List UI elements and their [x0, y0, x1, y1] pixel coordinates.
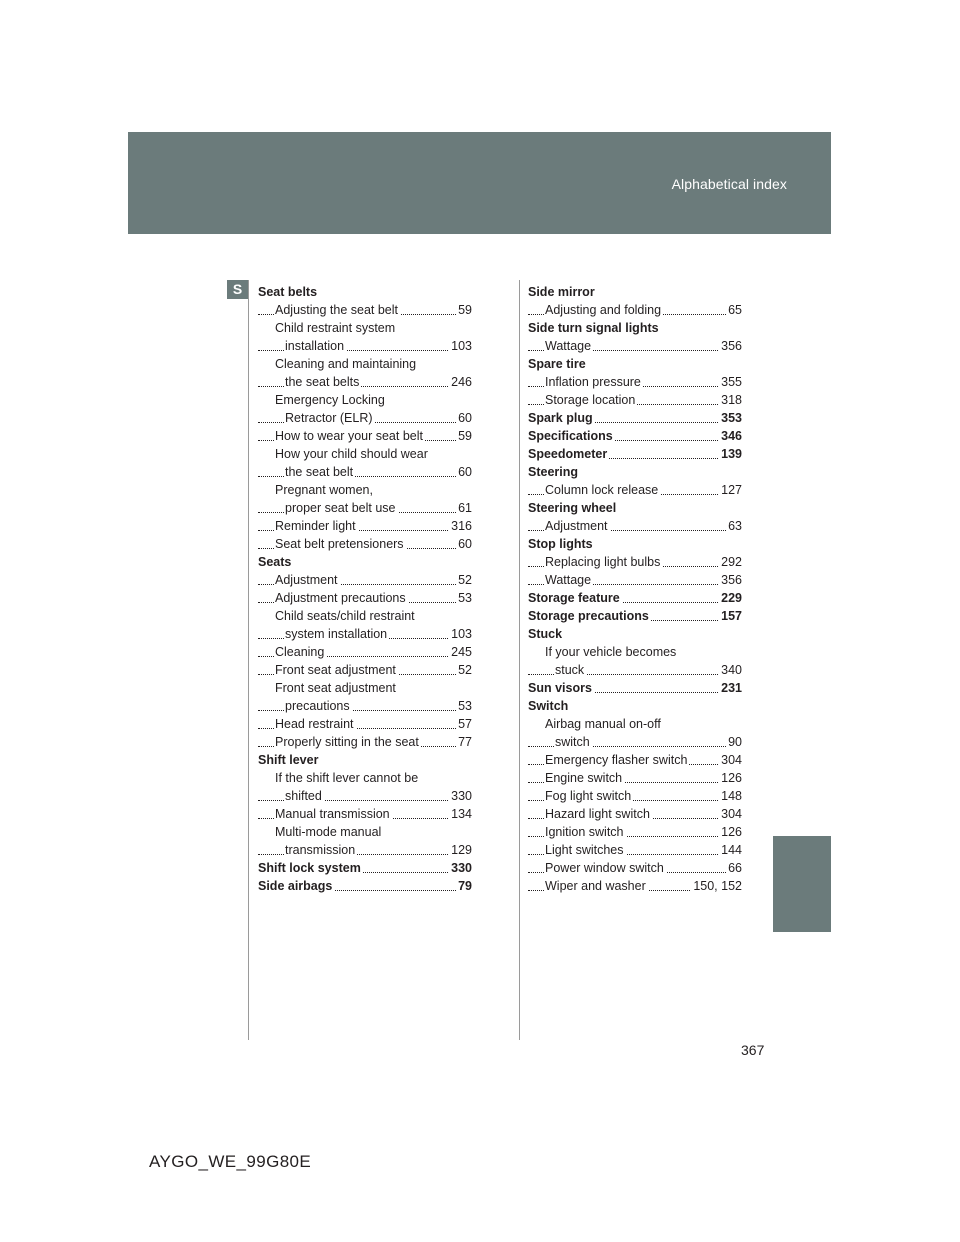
index-entry-text: Adjustment	[275, 573, 338, 587]
index-entry	[258, 589, 472, 607]
index-entry	[528, 301, 742, 319]
index-entry	[528, 283, 742, 301]
index-entry-page: 330	[451, 789, 472, 803]
index-entry-page: 53	[458, 699, 472, 713]
index-entry-text: Shift lever	[258, 753, 319, 767]
index-entry-text: Child restraint system	[275, 321, 396, 335]
index-entry-text: How to wear your seat belt	[275, 429, 423, 443]
index-entry	[258, 301, 472, 319]
index-entry	[528, 499, 742, 517]
index-entry-page: 53	[458, 591, 472, 605]
index-entry-page: 77	[458, 735, 472, 749]
index-column-left	[258, 283, 472, 895]
index-entry-text: Inflation pressure	[545, 375, 641, 389]
index-entry-text: the seat belts	[285, 375, 360, 389]
index-entry-text: Steering wheel	[528, 501, 617, 515]
index-entry	[528, 715, 742, 733]
index-entry-page: 60	[458, 537, 472, 551]
section-header-bar	[128, 132, 831, 234]
index-entry-page: 304	[721, 753, 742, 767]
index-entry-text: Seats	[258, 555, 292, 569]
index-entry	[528, 319, 742, 337]
index-entry	[258, 859, 472, 877]
index-entry	[528, 373, 742, 391]
index-entry	[528, 769, 742, 787]
index-entry-text: Hazard light switch	[545, 807, 650, 821]
index-entry-text: Retractor (ELR)	[285, 411, 373, 425]
index-entry-page: 59	[458, 303, 472, 317]
index-entry-text: If the shift lever cannot be	[275, 771, 419, 785]
index-entry-text: Airbag manual on-off	[545, 717, 661, 731]
index-entry-page: 65	[728, 303, 742, 317]
index-entry-text: If your vehicle becomes	[545, 645, 677, 659]
index-entry-text: Stuck	[528, 627, 563, 641]
index-entry-page: 245	[451, 645, 472, 659]
index-entry-text: Shift lock system	[258, 861, 361, 875]
index-entry-text: stuck	[555, 663, 585, 677]
index-entry	[528, 751, 742, 769]
index-entry	[528, 337, 742, 355]
index-entry	[528, 643, 742, 661]
index-entry-page: 52	[458, 573, 472, 587]
index-entry	[258, 355, 472, 373]
index-entry-text: Light switches	[545, 843, 624, 857]
index-entry	[258, 499, 472, 517]
index-entry-page: 340	[721, 663, 742, 677]
index-entry	[258, 715, 472, 733]
index-entry-page: 150, 152	[693, 879, 742, 893]
index-entry-text: Specifications	[528, 429, 613, 443]
index-entry	[528, 625, 742, 643]
index-entry-page: 139	[721, 447, 742, 461]
index-entry	[258, 769, 472, 787]
index-entry	[528, 535, 742, 553]
index-entry-page: 304	[721, 807, 742, 821]
index-entry-text: Replacing light bulbs	[545, 555, 661, 569]
index-entry-text: Manual transmission	[275, 807, 390, 821]
index-entry-text: Child seats/child restraint	[275, 609, 415, 623]
index-entry-text: Front seat adjustment	[275, 663, 396, 677]
index-entry	[258, 751, 472, 769]
index-entry-page: 330	[451, 861, 472, 875]
index-entry-text: Storage location	[545, 393, 636, 407]
index-entry	[528, 553, 742, 571]
index-entry	[258, 787, 472, 805]
index-entry-text: Side turn signal lights	[528, 321, 659, 335]
index-entry-text: Emergency flasher switch	[545, 753, 688, 767]
index-entry	[258, 319, 472, 337]
index-entry	[258, 571, 472, 589]
column-divider-right	[519, 280, 520, 1040]
index-entry	[258, 625, 472, 643]
index-entry-text: Adjustment	[545, 519, 608, 533]
index-entry	[258, 679, 472, 697]
index-entry-text: Seat belts	[258, 285, 318, 299]
index-entry	[528, 805, 742, 823]
index-entry	[528, 517, 742, 535]
index-entry-text: How your child should wear	[275, 447, 428, 461]
index-entry-text: Adjusting and folding	[545, 303, 662, 317]
index-entry	[258, 607, 472, 625]
index-entry-page: 59	[458, 429, 472, 443]
index-entry-page: 90	[728, 735, 742, 749]
index-entry-text: Stop lights	[528, 537, 593, 551]
index-entry	[258, 481, 472, 499]
index-entry-text: Switch	[528, 699, 569, 713]
section-title: Alphabetical index	[671, 176, 787, 192]
index-entry-page: 229	[721, 591, 742, 605]
index-entry-text: Properly sitting in the seat	[275, 735, 419, 749]
index-entry-text: Seat belt pretensioners	[275, 537, 404, 551]
index-entry-page: 126	[721, 825, 742, 839]
index-entry-page: 356	[721, 339, 742, 353]
index-entry	[258, 391, 472, 409]
index-entry-page: 52	[458, 663, 472, 677]
index-entry-text: switch	[555, 735, 590, 749]
index-entry-text: Adjustment precautions	[275, 591, 406, 605]
index-entry	[258, 697, 472, 715]
index-entry-page: 355	[721, 375, 742, 389]
index-entry-page: 60	[458, 465, 472, 479]
index-entry-text: Pregnant women,	[275, 483, 373, 497]
index-entry-text: Side airbags	[258, 879, 333, 893]
index-entry-page: 126	[721, 771, 742, 785]
index-entry-text: Cleaning and maintaining	[275, 357, 417, 371]
index-entry	[528, 877, 742, 895]
index-entry-text: Speedometer	[528, 447, 608, 461]
index-entry	[258, 877, 472, 895]
index-entry	[528, 409, 742, 427]
index-entry-page: 60	[458, 411, 472, 425]
index-entry-page: 316	[451, 519, 472, 533]
index-entry-text: Wiper and washer	[545, 879, 646, 893]
index-entry-text: Cleaning	[275, 645, 325, 659]
index-entry	[528, 697, 742, 715]
index-entry	[258, 373, 472, 391]
index-entry	[528, 733, 742, 751]
index-entry-page: 134	[451, 807, 472, 821]
index-entry-text: Side mirror	[528, 285, 595, 299]
index-entry-page: 144	[721, 843, 742, 857]
index-entry	[258, 409, 472, 427]
index-entry	[258, 841, 472, 859]
index-entry-page: 127	[721, 483, 742, 497]
index-entry-text: Steering	[528, 465, 579, 479]
index-entry-text: Multi-mode manual	[275, 825, 382, 839]
index-entry-text: Wattage	[545, 573, 592, 587]
index-entry	[528, 391, 742, 409]
index-entry-page: 103	[451, 627, 472, 641]
index-entry-text: Spare tire	[528, 357, 586, 371]
index-entry	[528, 787, 742, 805]
index-column-right	[528, 283, 742, 895]
thumb-index-tab	[773, 836, 831, 932]
index-entry	[528, 571, 742, 589]
index-entry-text: Ignition switch	[545, 825, 624, 839]
index-entry-text: Engine switch	[545, 771, 623, 785]
index-entry-page: 292	[721, 555, 742, 569]
index-entry-page: 79	[458, 879, 472, 893]
index-entry	[258, 463, 472, 481]
column-divider-left	[248, 280, 249, 1040]
index-entry	[258, 445, 472, 463]
index-entry	[528, 841, 742, 859]
index-letter-marker: S	[227, 280, 248, 299]
index-entry-page: 66	[728, 861, 742, 875]
index-entry-text: Power window switch	[545, 861, 664, 875]
index-entry	[258, 553, 472, 571]
index-entry-text: Adjusting the seat belt	[275, 303, 398, 317]
index-entry	[528, 481, 742, 499]
index-entry	[528, 823, 742, 841]
index-entry	[258, 517, 472, 535]
index-entry-text: Wattage	[545, 339, 592, 353]
index-entry	[258, 283, 472, 301]
index-entry-text: system installation	[285, 627, 388, 641]
index-entry-text: Front seat adjustment	[275, 681, 396, 695]
index-entry-text: Reminder light	[275, 519, 356, 533]
index-entry-page: 57	[458, 717, 472, 731]
index-entry-text: shifted	[285, 789, 322, 803]
index-entry-text: proper seat belt use	[285, 501, 396, 515]
index-entry-text: precautions	[285, 699, 350, 713]
index-entry-page: 157	[721, 609, 742, 623]
index-entry-page: 346	[721, 429, 742, 443]
index-entry	[528, 427, 742, 445]
index-entry	[258, 733, 472, 751]
index-entry-text: Storage precautions	[528, 609, 649, 623]
index-entry-page: 103	[451, 339, 472, 353]
index-entry	[528, 589, 742, 607]
index-entry	[528, 355, 742, 373]
index-entry	[258, 535, 472, 553]
index-entry	[528, 661, 742, 679]
index-entry-text: transmission	[285, 843, 356, 857]
index-entry	[528, 679, 742, 697]
index-entry-page: 61	[458, 501, 472, 515]
index-entry-page: 356	[721, 573, 742, 587]
index-entry-text: Sun visors	[528, 681, 592, 695]
index-entry-page: 148	[721, 789, 742, 803]
index-entry-text: Head restraint	[275, 717, 354, 731]
index-entry	[528, 445, 742, 463]
index-entry	[528, 463, 742, 481]
index-entry-page: 63	[728, 519, 742, 533]
index-entry	[258, 661, 472, 679]
index-entry-text: Spark plug	[528, 411, 593, 425]
index-entry-page: 318	[721, 393, 742, 407]
index-entry-text: Column lock release	[545, 483, 659, 497]
index-entry	[258, 805, 472, 823]
index-entry	[528, 859, 742, 877]
index-entry-page: 231	[721, 681, 742, 695]
index-entry	[528, 607, 742, 625]
index-entry	[258, 823, 472, 841]
index-entry	[258, 337, 472, 355]
page-number: 367	[741, 1042, 765, 1058]
index-entry-page: 246	[451, 375, 472, 389]
index-entry	[258, 427, 472, 445]
index-entry-text: the seat belt	[285, 465, 354, 479]
index-entry	[258, 643, 472, 661]
index-entry-page: 129	[451, 843, 472, 857]
index-entry-text: Storage feature	[528, 591, 620, 605]
index-entry-page: 353	[721, 411, 742, 425]
index-entry-text: Fog light switch	[545, 789, 632, 803]
document-code: AYGO_WE_99G80E	[149, 1152, 312, 1171]
index-entry-text: installation	[285, 339, 345, 353]
index-entry-text: Emergency Locking	[275, 393, 385, 407]
